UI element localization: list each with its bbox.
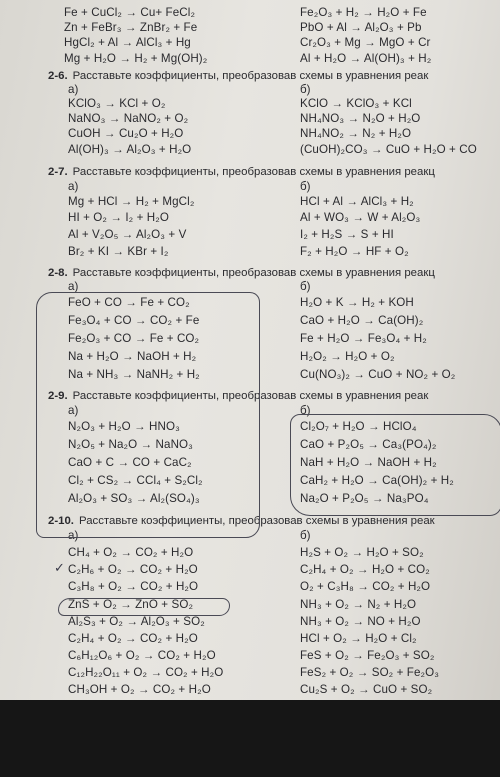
equation: HCl + O₂ → H₂O + Cl₂ xyxy=(300,632,417,645)
equation: CuOH → Cu₂O + H₂O xyxy=(68,127,184,140)
photo-shadow-area xyxy=(0,700,500,777)
equation: Fe₂O₃ + CO → Fe + CO₂ xyxy=(68,332,200,345)
equation: Cr₂O₃ + Mg → MgO + Cr xyxy=(300,36,431,49)
exercise-header xyxy=(48,69,428,83)
exercise-number: 2-6. xyxy=(48,70,68,82)
equation: (CuOH)₂CO₃ → CuO + H₂O + CO xyxy=(300,143,477,156)
equation: C₂H₄ + O₂ → H₂O + CO₂ xyxy=(300,563,430,576)
exercise-number: 2-10. xyxy=(48,515,74,527)
equation: Al + V₂O₅ → Al₂O₃ + V xyxy=(68,228,187,241)
equation: C₃H₈ + O₂ → CO₂ + H₂O xyxy=(68,580,199,593)
equation: C₁₂H₂₂O₁₁ + O₂ → CO₂ + H₂O xyxy=(68,666,224,679)
equation: CaO + H₂O → Ca(OH)₂ xyxy=(300,314,424,327)
equation: NH₄NO₃ → N₂O + H₂O xyxy=(300,112,421,125)
equation: FeS₂ + O₂ → SO₂ + Fe₂O₃ xyxy=(300,666,440,679)
equation: Cu₂S + O₂ → CuO + SO₂ xyxy=(300,683,433,696)
equation: Al + H₂O → Al(OH)₃ + H₂ xyxy=(300,52,432,65)
equation: C₂H₆ + O₂ → CO₂ + H₂O xyxy=(68,563,198,576)
equation: ZnS + O₂ → ZnO + SO₂ xyxy=(68,598,194,611)
equation: Fe₃O₄ + CO → CO₂ + Fe xyxy=(68,314,200,327)
equation: CaO + P₂O₅ → Ca₃(PO₄)₂ xyxy=(300,438,437,451)
subpart-label: а) xyxy=(68,280,79,293)
equation: FeO + CO → Fe + CO₂ xyxy=(68,296,190,309)
equation: HCl + Al → AlCl₃ + H₂ xyxy=(300,195,414,208)
equation: HI + O₂ → I₂ + H₂O xyxy=(68,211,169,224)
equation: Na₂O + P₂O₅ → Na₃PO₄ xyxy=(300,492,429,505)
equation: Zn + FeBr₃ → ZnBr₂ + Fe xyxy=(64,21,198,34)
equation: CH₃OH + O₂ → CO₂ + H₂O xyxy=(68,683,211,696)
equation: Mg + HCl → H₂ + MgCl₂ xyxy=(68,195,195,208)
exercise-header xyxy=(48,165,435,179)
equation: HgCl₂ + Al → AlCl₃ + Hg xyxy=(64,36,191,49)
equation: NaH + H₂O → NaOH + H₂ xyxy=(300,456,437,469)
equation: FeS + O₂ → Fe₂O₃ + SO₂ xyxy=(300,649,435,662)
exercise-header xyxy=(48,514,435,528)
equation: H₂S + O₂ → H₂O + SO₂ xyxy=(300,546,424,559)
equation: CH₄ + O₂ → CO₂ + H₂O xyxy=(68,546,194,559)
equation: Na + NH₃ → NaNH₂ + H₂ xyxy=(68,368,200,381)
equation: NH₃ + O₂ → NO + H₂O xyxy=(300,615,421,628)
equation: Br₂ + KI → KBr + I₂ xyxy=(68,245,169,258)
exercise-title: Расставьте коэффициенты, преобразовав схемы в уравнения реак xyxy=(72,70,429,82)
equation: PbO + Al → Al₂O₃ + Pb xyxy=(300,21,422,34)
equation: N₂O₃ + H₂O → HNO₃ xyxy=(68,420,180,433)
equation: NaNO₃ → NaNO₂ + O₂ xyxy=(68,112,189,125)
exercise-title: Расставьте коэффициенты, преобразовав схемы в уравнения реак xyxy=(72,390,429,402)
equation: KClO → KClO₃ + KCl xyxy=(300,97,412,110)
subpart-label: а) xyxy=(68,83,79,96)
equation: NH₃ + O₂ → N₂ + H₂O xyxy=(300,598,417,611)
subpart-label: б) xyxy=(300,404,311,417)
equation: NH₄NO₂ → N₂ + H₂O xyxy=(300,127,412,140)
equation: Na + H₂O → NaOH + H₂ xyxy=(68,350,197,363)
equation: Al + WO₃ → W + Al₂O₃ xyxy=(300,211,421,224)
exercise-number: 2-9. xyxy=(48,390,68,402)
equation: F₂ + H₂O → HF + O₂ xyxy=(300,245,409,258)
equation: Cu(NO₃)₂ → CuO + NO₂ + O₂ xyxy=(300,368,456,381)
exercise-header xyxy=(48,389,428,403)
equation: C₂H₄ + O₂ → CO₂ + H₂O xyxy=(68,632,198,645)
exercise-title: Расставьте коэффициенты, преобразовав схемы в уравнения реакц xyxy=(72,267,435,279)
equation: KClO₃ → KCl + O₂ xyxy=(68,97,166,110)
equation: CaO + C → CO + CaC₂ xyxy=(68,456,192,469)
equation: C₆H₁₂O₆ + O₂ → CO₂ + H₂O xyxy=(68,649,216,662)
subpart-label: б) xyxy=(300,280,311,293)
equation: N₂O₅ + Na₂O → NaNO₃ xyxy=(68,438,193,451)
equation: Al(OH)₃ → Al₂O₃ + H₂O xyxy=(68,143,192,156)
subpart-label: а) xyxy=(68,180,79,193)
equation: H₂O₂ → H₂O + O₂ xyxy=(300,350,395,363)
equation: Al₂O₃ + SO₃ → Al₂(SO₄)₃ xyxy=(68,492,200,505)
equation: Mg + H₂O → H₂ + Mg(OH)₂ xyxy=(64,52,208,65)
equation: Al₂S₃ + O₂ → Al₂O₃ + SO₂ xyxy=(68,615,205,628)
exercise-number: 2-8. xyxy=(48,267,68,279)
subpart-label: а) xyxy=(68,529,79,542)
equation: O₂ + C₃H₈ → CO₂ + H₂O xyxy=(300,580,431,593)
subpart-label: б) xyxy=(300,529,311,542)
equation: Cl₂ + CS₂ → CCl₄ + S₂Cl₂ xyxy=(68,474,203,487)
subpart-label: б) xyxy=(300,180,311,193)
exercise-title: Расставьте коэффициенты, преобразовав схемы в уравнения реакц xyxy=(72,166,435,178)
exercise-number: 2-7. xyxy=(48,166,68,178)
equation: CaH₂ + H₂O → Ca(OH)₂ + H₂ xyxy=(300,474,454,487)
exercise-title: Расставьте коэффициенты, преобразовав схемы в уравнения реак xyxy=(78,515,435,527)
equation: I₂ + H₂S → S + HI xyxy=(300,228,394,241)
check-mark-icon: ✓ xyxy=(54,560,65,575)
equation: Fe + H₂O → Fe₃O₄ + H₂ xyxy=(300,332,427,345)
equation: Fe₂O₃ + H₂ → H₂O + Fe xyxy=(300,6,427,19)
equation: H₂O + K → H₂ + KOH xyxy=(300,296,414,309)
equation: Cl₂O₇ + H₂O → HClO₄ xyxy=(300,420,417,433)
subpart-label: б) xyxy=(300,83,311,96)
equation: Fe + CuCl₂ → Cu+ FeCl₂ xyxy=(64,6,196,19)
subpart-label: а) xyxy=(68,404,79,417)
exercise-header xyxy=(48,266,435,280)
